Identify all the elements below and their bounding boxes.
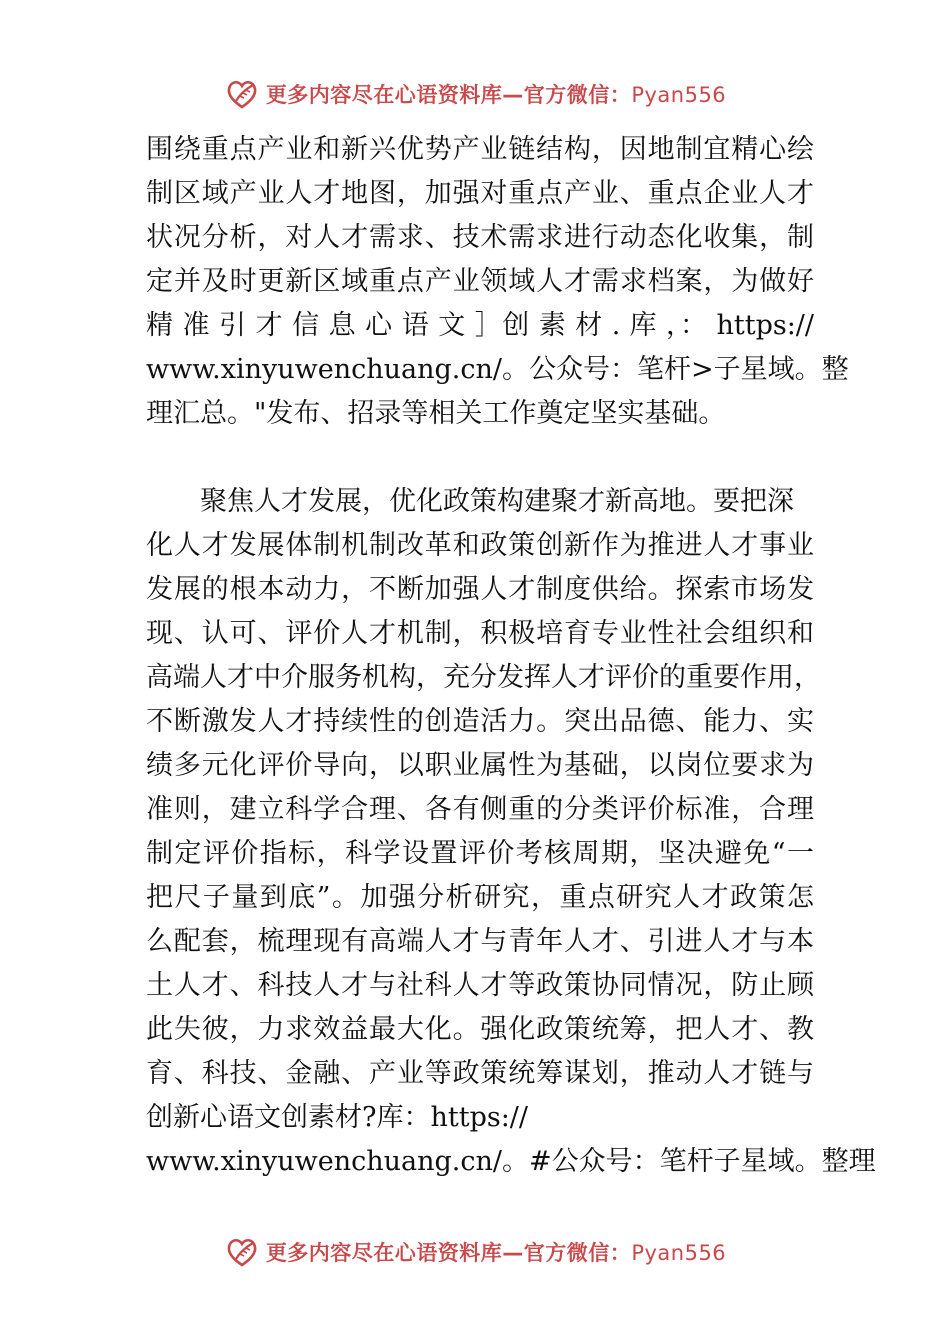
feather-heart-logo-icon [224,76,260,112]
text-line: 聚焦人才发展，优化政策构建聚才新高地。要把深 [146,486,794,517]
text-line: 么配套，梳理现有高端人才与青年人才、引进人才与本 [146,926,814,957]
text-line: 定并及时更新区域重点产业领域人才需求档案，为做好 [146,266,814,297]
paragraph-2 [146,480,876,1184]
text-line: 高端人才中介服务机构，充分发挥人才评价的重要作用， [146,662,821,693]
text-line: 不断激发人才持续性的创造活力。突出品德、能力、实 [146,706,814,737]
banner-text-wechat-id: Pyan556 [631,83,727,107]
document-body [146,128,876,1184]
text-line: 准则，建立科学合理、各有侧重的分类评价标准，合理 [146,794,814,825]
text-line: 育、科技、金融、产业等政策统筹谋划，推动人才链与 [146,1058,814,1089]
text-line: 土人才、科技人才与社科人才等政策协同情况，防止顾 [146,970,814,1001]
banner-text-cn: 更多内容尽在心语资料库—官方微信： [265,1241,632,1265]
banner-text [266,1237,726,1267]
feather-heart-logo-icon [224,1234,260,1270]
header-banner [0,74,950,114]
text-line: 创新心语文创素材?库：https:// [146,1102,528,1133]
text-line: 制定评价指标，科学设置评价考核周期，坚决避免“一 [146,838,814,869]
text-line: 理汇总。"发布、招录等相关工作奠定坚实基础。 [146,398,726,429]
paragraph-gap [146,436,814,480]
text-line: 制区域产业人才地图，加强对重点产业、重点企业人才 [146,178,814,209]
text-line: 精 准 引 才 信 息 心 语 文 ］创 素 材 . 库 ，： https:// [146,310,814,341]
text-line: 状况分析，对人才需求、技术需求进行动态化收集，制 [146,222,814,253]
banner-text-cn: 更多内容尽在心语资料库—官方微信： [265,83,632,107]
text-line: www.xinyuwenchuang.cn/。公众号：笔杆>子星域。整 [146,354,849,385]
text-line: 此失彼，力求效益最大化。强化政策统筹，把人才、教 [146,1014,814,1045]
text-line: 发展的根本动力，不断加强人才制度供给。探索市场发 [146,574,814,605]
text-line: 绩多元化评价导向，以职业属性为基础，以岗位要求为 [146,750,814,781]
banner-text-wechat-id: Pyan556 [631,1241,727,1265]
footer-banner [0,1232,950,1272]
text-line: 化人才发展体制机制改革和政策创新作为推进人才事业 [146,530,814,561]
text-line: 现、认可、评价人才机制，积极培育专业性社会组织和 [146,618,814,649]
banner-text [266,79,726,109]
paragraph-1 [146,128,849,436]
text-line: 围绕重点产业和新兴优势产业链结构，因地制宜精心绘 [146,134,814,165]
text-line: www.xinyuwenchuang.cn/。#公众号：笔杆子星域。整理 [146,1146,876,1177]
text-line: 把尺子量到底”。加强分析研究，重点研究人才政策怎 [146,882,814,913]
